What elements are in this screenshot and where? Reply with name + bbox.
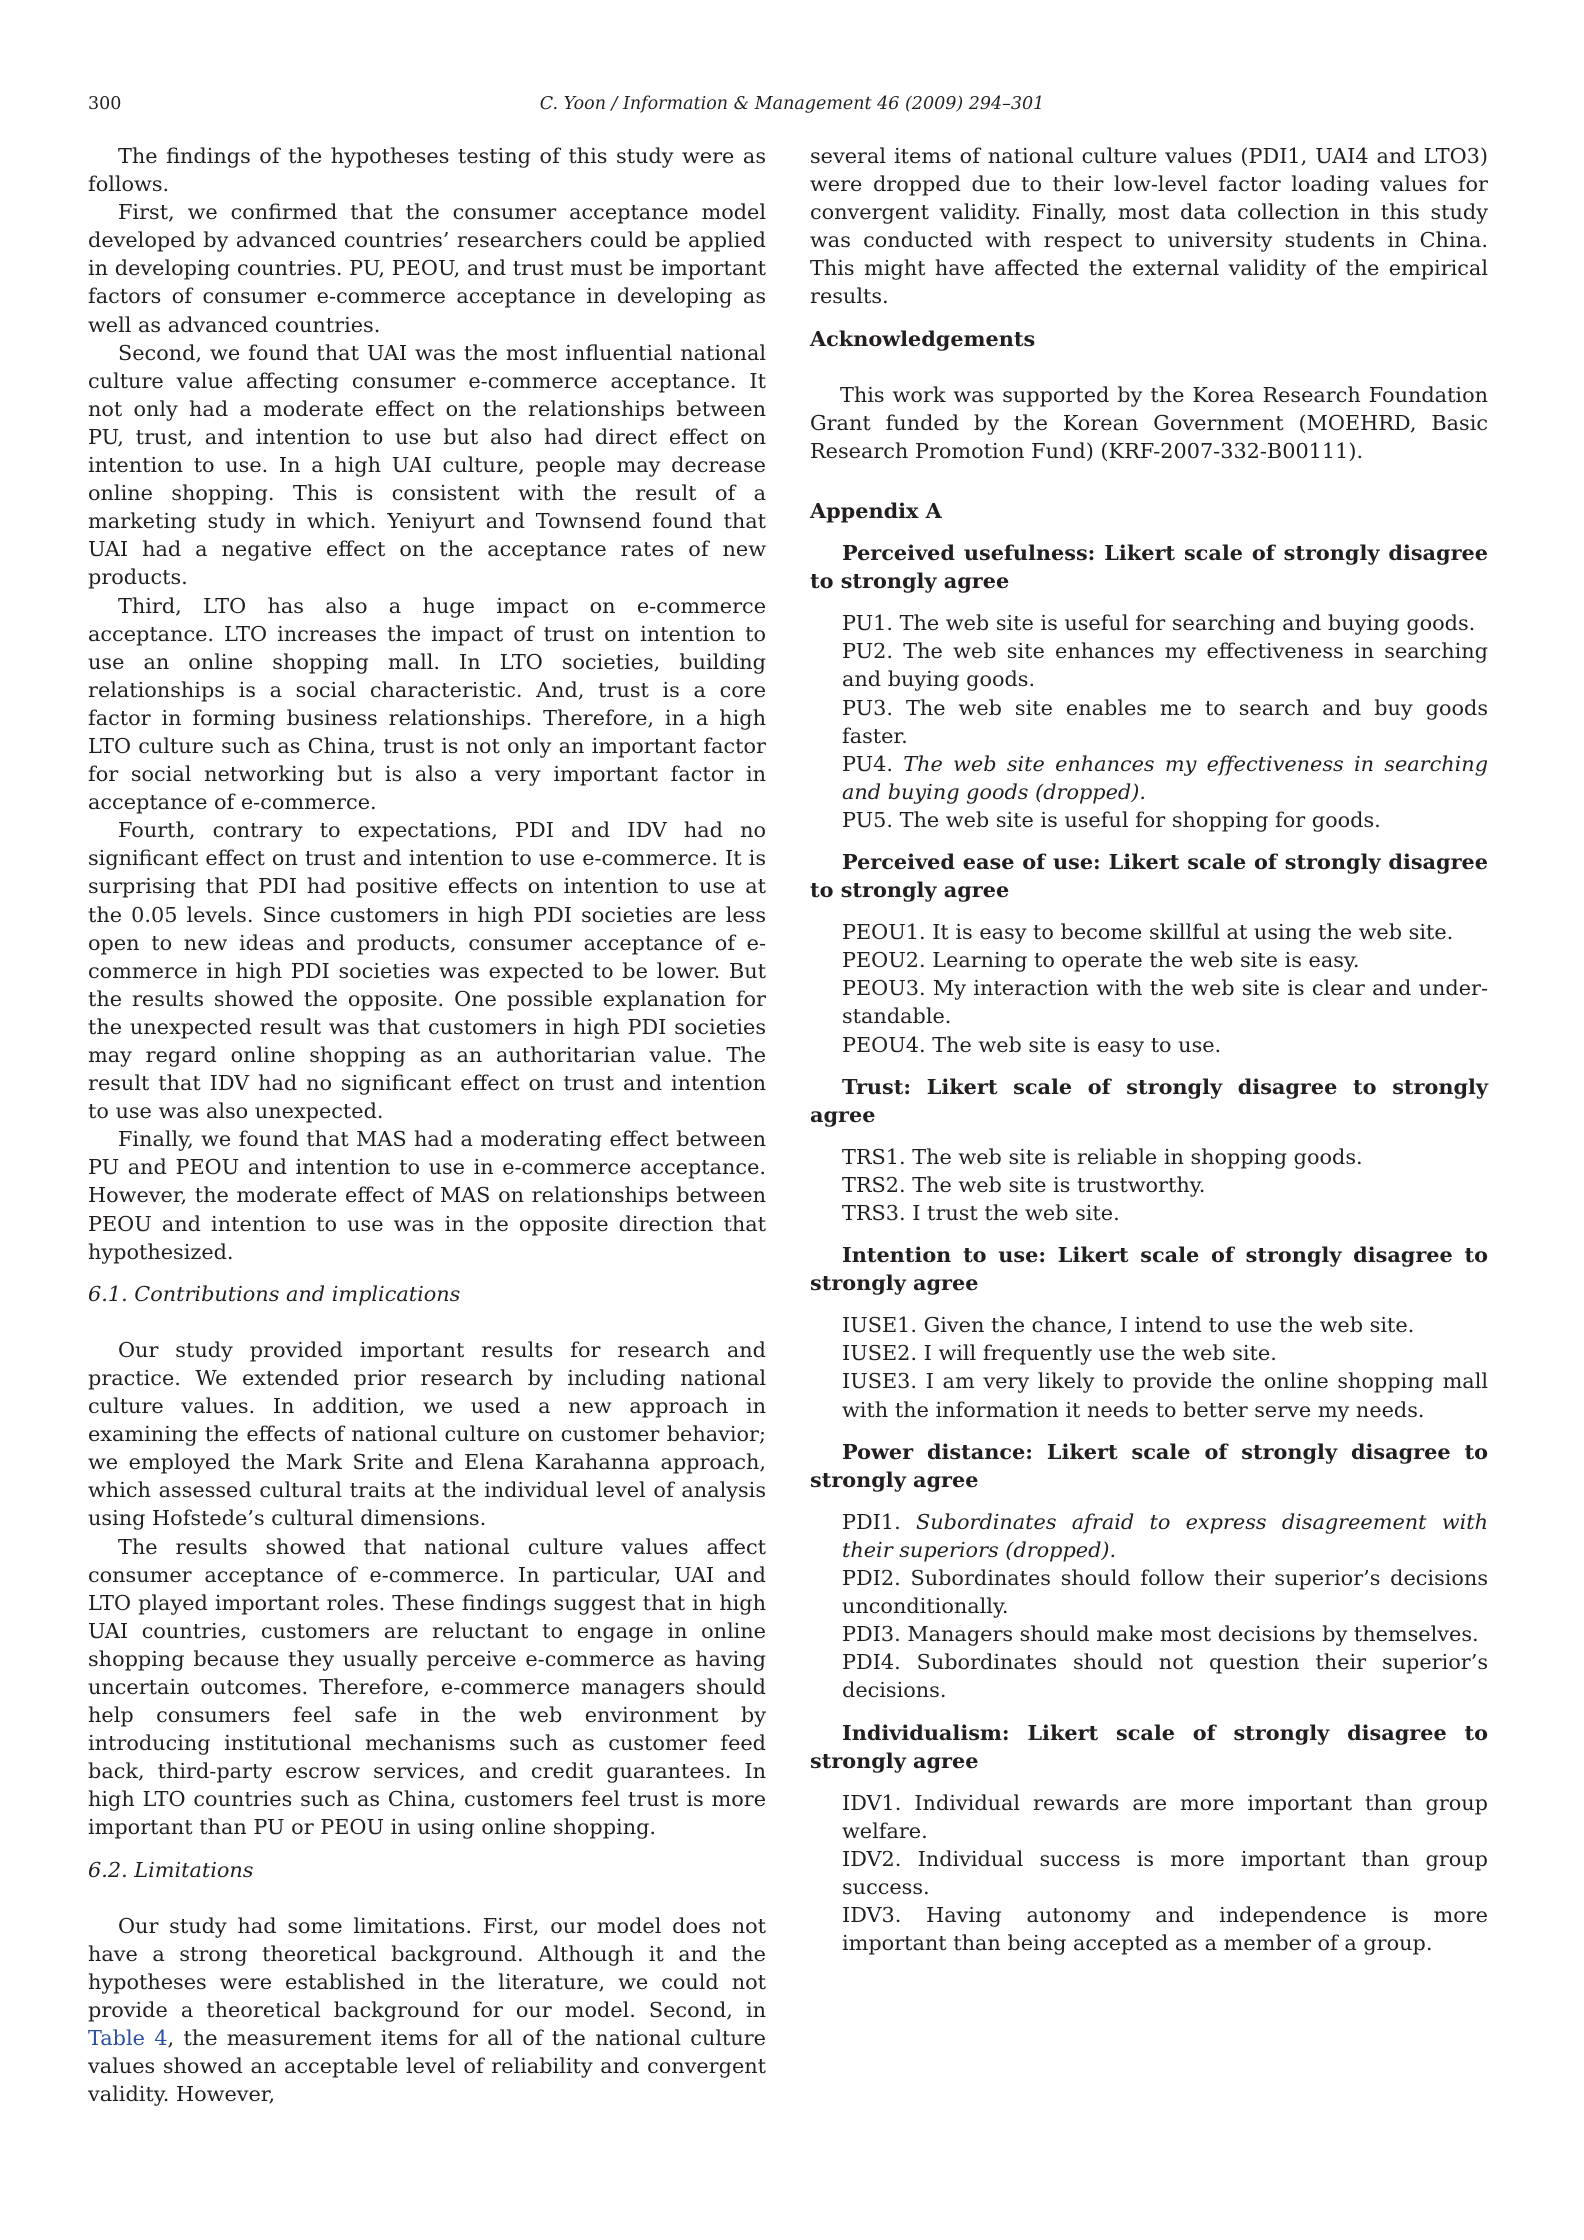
- item-idv2: IDV2. Individual success is more important than group success.: [842, 1846, 1488, 1899]
- paragraph-contributions-1: Our study provided important results for research and practice. We extended prior research by including national culture values. In addition, we used a new approach in examining the effects of national culture on customer behavior; we employed the Mark Srite and Elena Karahanna approach, which assessed cultural traits at the individual level of analysis using Hofstede’s cultural dimensions.: [88, 1337, 766, 1531]
- item-iuse3: IUSE3. I am very likely to provide the online shopping mall with the information it needs to better serve my needs.: [842, 1369, 1488, 1422]
- item-peou4: PEOU4. The web site is easy to use.: [842, 1032, 1222, 1057]
- page-number: 300: [88, 94, 122, 114]
- paragraph-finding-fourth: Fourth, contrary to expectations, PDI and IDV had no significant effect on trust and intention to use e-commerce. It is surprising that PDI had positive effects on intention to use at the 0.05 levels. Since customers in high PDI societies are less open to new ideas and products, consumer acceptance of e-commerce in high PDI societies was expected to be lower. But the results showed the opposite. One possible explanation for the unexpected result was that customers in high PDI societies may regard online shopping as an authoritarian value. The result that IDV had no significant effect on trust and intention to use was also unexpected.: [88, 818, 766, 1124]
- item-peou3: PEOU3. My interaction with the web site is clear and under-standable.: [842, 976, 1488, 1029]
- running-header: [88, 94, 1496, 120]
- paragraph-limitations-continued: several items of national culture values (PDI1, UAI4 and LTO3) were dropped due to their low-level factor loading values for convergent validity. Finally, most data collection in this study was conducted with respect to university students in China. This might have affected the external validity of the empirical results.: [810, 144, 1488, 309]
- right-column: [810, 142, 1488, 1957]
- paragraph-finding-finally: Finally, we found that MAS had a moderating effect between PU and PEOU and intention to use in e-commerce acceptance. However, the moderate effect of MAS on relationships between PEOU and intention to use was in the opposite direction that hypothesized.: [88, 1127, 766, 1264]
- item-pu2: PU2. The web site enhances my effectiveness in searching and buying goods.: [842, 639, 1488, 692]
- item-idv3: IDV3. Having autonomy and independence is more important than being accepted as a member of a group.: [842, 1903, 1488, 1956]
- section-heading-contributions: 6.1. Contributions and implications: [88, 1281, 461, 1306]
- scale-heading-perceived-ease-of-use: Perceived ease of use: Likert scale of strongly disagree to strongly agree: [810, 848, 1488, 903]
- left-column: [88, 142, 766, 2108]
- item-pdi4: PDI4. Subordinates should not question their superior’s decisions.: [842, 1650, 1488, 1703]
- scale-heading-perceived-usefulness: Perceived usefulness: Likert scale of strongly disagree to strongly agree: [810, 540, 1488, 594]
- item-trs2: TRS2. The web site is trustworthy.: [842, 1172, 1206, 1197]
- acknowledgements-heading: Acknowledgements: [810, 325, 1036, 351]
- paragraph-limitations: [88, 1912, 766, 2109]
- item-pdi1: [810, 1508, 1488, 1564]
- scale-heading-individualism: Individualism: Likert scale of strongly disagree to strongly agree: [810, 1719, 1488, 1773]
- paragraph-finding-first: First, we confirmed that the consumer acceptance model developed by advanced countries’ researchers could be applied in developing countries. PU, PEOU, and trust must be important factors of consumer e-commerce acceptance in developing as well as advanced countries.: [88, 200, 766, 337]
- item-pu4-code: PU4.: [842, 751, 904, 776]
- item-peou2: PEOU2. Learning to operate the web site is easy.: [842, 948, 1360, 973]
- item-pdi1-code: PDI1.: [842, 1509, 916, 1534]
- appendix-heading: Appendix A: [810, 497, 942, 523]
- item-pu4-text: The web site enhances my effectiveness in searching and buying goods (dropped).: [842, 751, 1489, 804]
- item-pu3: PU3. The web site enables me to search and buy goods faster.: [842, 695, 1488, 748]
- acknowledgements-text: This work was supported by the Korea Research Foundation Grant funded by the Korean Government (MOEHRD, Basic Research Promotion Fund) (KRF-2007-332-B00111).: [810, 382, 1488, 463]
- item-pdi2: PDI2. Subordinates should follow their superior’s decisions unconditionally.: [842, 1566, 1488, 1619]
- item-trs3: TRS3. I trust the web site.: [842, 1201, 1120, 1225]
- paragraph-finding-second: Second, we found that UAI was the most influential national culture value affecting consumer e-commerce acceptance. It not only had a moderate effect on the relationships between PU, trust, and intention to use but also had direct effect on intention to use. In a high UAI culture, people may decrease online shopping. This is consistent with the result of a marketing study in which. Yeniyurt and Townsend found that UAI had a negative effect on the acceptance rates of new products.: [88, 340, 766, 590]
- item-iuse1: IUSE1. Given the chance, I intend to use the web site.: [842, 1313, 1415, 1338]
- section-heading-limitations: 6.2. Limitations: [88, 1857, 254, 1882]
- journal-citation: C. Yoon / Information & Management 46 (2009) 294–301: [539, 94, 1045, 114]
- limitations-text-part-2: , the measurement items for all of the national culture values showed an acceptable level of reliability and convergent validity. However,: [88, 2026, 766, 2107]
- paragraph-findings-intro: The findings of the hypotheses testing of this study were as follows.: [88, 144, 766, 197]
- limitations-text-part-1: Our study had some limitations. First, our model does not have a strong theoretical background. Although it and the hypotheses were established in the literature, we could not provide a theoretical background for our model. Second, in: [88, 1913, 766, 2022]
- paragraph-contributions-2: The results showed that national culture values affect consumer acceptance of e-commerce. In particular, UAI and LTO played important roles. These findings suggest that in high UAI countries, customers are reluctant to engage in online shopping because they usually perceive e-commerce as having uncertain outcomes. Therefore, e-commerce managers should help consumers feel safe in the web environment by introducing institutional mechanisms such as customer feed back, third-party escrow services, and credit guarantees. In high LTO countries such as China, customers feel trust is more important than PU or PEOU in using online shopping.: [88, 1534, 766, 1840]
- item-pu4: [810, 750, 1488, 806]
- scale-heading-intention-to-use: Intention to use: Likert scale of strongly disagree to strongly agree: [810, 1242, 1488, 1296]
- item-peou1: PEOU1. It is easy to become skillful at using the web site.: [842, 920, 1454, 945]
- table-4-link[interactable]: Table 4: [88, 2026, 168, 2050]
- paragraph-finding-third: Third, LTO has also a huge impact on e-commerce acceptance. LTO increases the impact of trust on intention to use an online shopping mall. In LTO societies, building relationships is a social characteristic. And, trust is a core factor in forming business relationships. Therefore, in a high LTO culture such as China, trust is not only an important factor for social networking but is also a very important factor in acceptance of e-commerce.: [88, 593, 766, 815]
- scale-heading-power-distance: Power distance: Likert scale of strongly disagree to strongly agree: [810, 1438, 1488, 1492]
- item-pdi3: PDI3. Managers should make most decisions by themselves.: [842, 1622, 1479, 1647]
- item-pdi1-text: Subordinates afraid to express disagreement with their superiors (dropped).: [842, 1509, 1488, 1562]
- item-pu1: PU1. The web site is useful for searching and buying goods.: [842, 611, 1476, 636]
- scale-heading-trust: Trust: Likert scale of strongly disagree to strongly agree: [810, 1073, 1488, 1127]
- item-trs1: TRS1. The web site is reliable in shopping goods.: [842, 1144, 1363, 1169]
- item-pu5: PU5. The web site is useful for shopping for goods.: [842, 807, 1381, 832]
- item-idv1: IDV1. Individual rewards are more important than group welfare.: [842, 1790, 1488, 1843]
- item-iuse2: IUSE2. I will frequently use the web site.: [842, 1341, 1277, 1366]
